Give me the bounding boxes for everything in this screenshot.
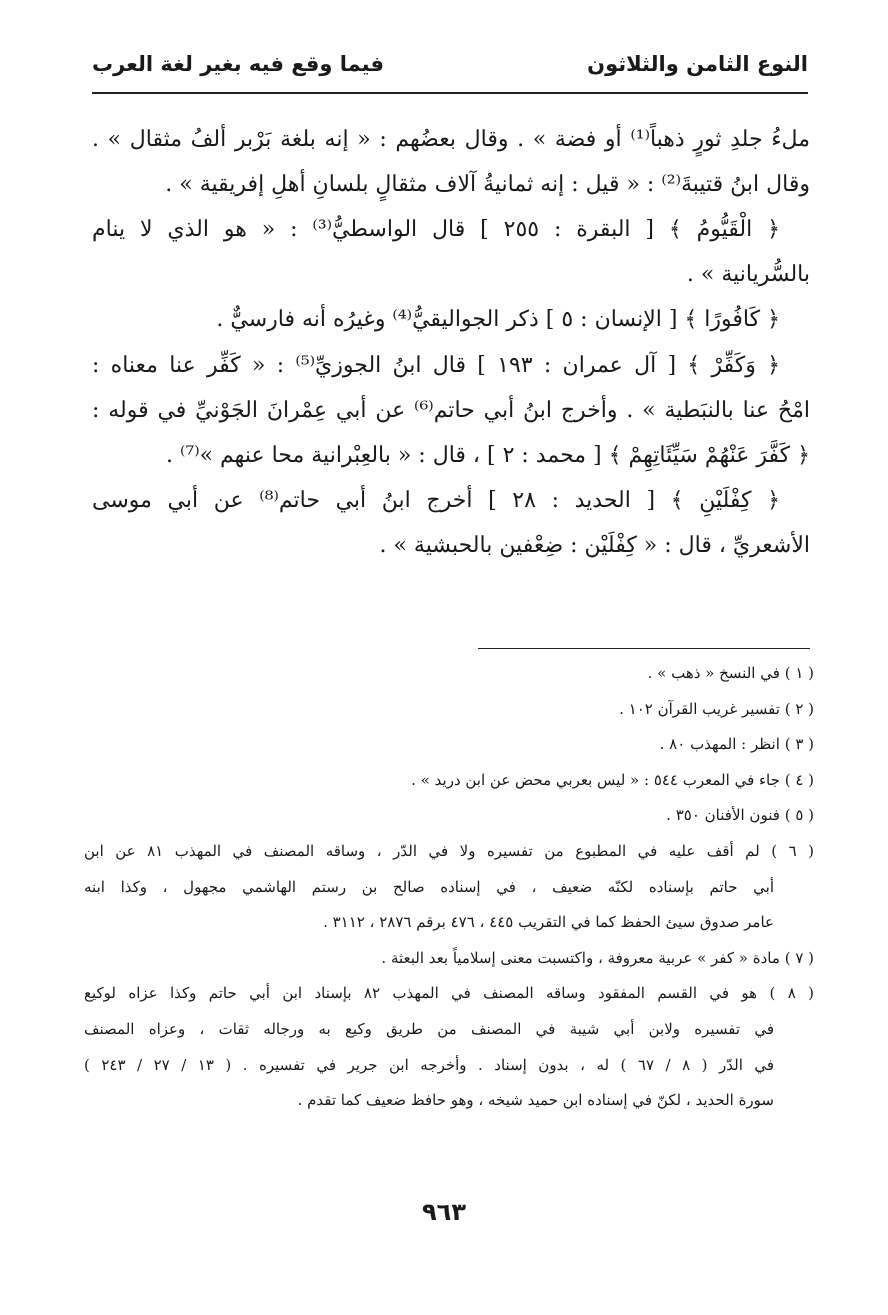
footnote-6 [84,834,814,941]
footnote-3 [84,727,814,763]
footnote-2 [84,692,814,728]
text-line: ملءُ جلدِ ثورٍ ذهباً⁽¹⁾ أو فضة » . وقال بعضُهم : « إنه بلغة بَرْبر ألفُ مثقال » . [92,127,810,152]
text-line: ﴿ كَفَّرَ عَنْهُمْ سَيِّئَاتِهِمْ ﴾ [ محمد : ٢ ] ، قال : « بالعِبْرانية محا عنهم »⁽⁷⁾ . [165,442,810,468]
footnote-text: فنون الأفنان ٣٥٠ . [666,806,780,825]
footnote-7 [84,941,814,977]
running-header [92,42,808,86]
footnote-text: جاء في المعرب ٥٤٤ : « ليس بعربي محض عن ابن دريد » . [411,770,780,789]
footnote-text: سورة الحديد ، لكنّ في إسناده ابن حميد شيخه ، وهو حافظ ضعيف كما تقدم . [297,1091,774,1110]
footnote-number: ( ٤ ) [784,770,814,789]
footnote-4 [84,763,814,799]
footnote-text: في النسخ « ذهب » . [647,664,780,682]
main-text [92,117,810,568]
header-divider [92,92,808,94]
text-line: ﴿ كَافُورًا ﴾ [ الإنسان : ٥ ] ذكر الجواليقيُّ⁽⁴⁾ وغيرُه أنه فارسيٌّ . [216,307,780,333]
footnote-number: ( ٨ ) [769,984,814,1003]
text-line: ﴿ كِفْلَيْنِ ﴾ [ الحديد : ٢٨ ] أخرج ابنُ أبي حاتم⁽⁸⁾ عن أبي موسى [92,487,780,513]
footnote-text: في الدّر ( ٨ / ٦٧ ) له ، بدون إسناد . وأخرجه ابن جرير في تفسيره . ( ١٣ / ٢٧ / ٢٤٣ ) [84,1055,775,1074]
footnote-5 [84,798,814,834]
footnote-text: في تفسيره ولابن أبي شيبة في المصنف من طريق وكيع به ورجاله ثقات ، وعزاه المصنف [84,1019,774,1038]
text-line: ﴿ الْقَيُّومُ ﴾ [ البقرة : ٢٥٥ ] قال الواسطيُّ⁽³⁾ : « هو الذي لا ينام [92,217,781,243]
text-line: امْحُ عنا بالنبَطية » . وأخرج ابنُ أبي حاتم⁽⁶⁾ عن أبي عِمْرانَ الجَوْنيِّ في قوله : [92,397,810,423]
footnote-text: عامر صدوق سيئ الحفظ كما في التقريب ٤٤٥ ، ٤٧٦ برقم ٢٨٧٦ ، ٣١١٢ . [323,913,774,932]
footnote-text: مادة « كفر » عربية معروفة ، واكتسبت معنى إسلامياً بعد البعثة . [381,948,780,967]
footnote-text: تفسير غريب القرآن ١٠٢ . [619,699,780,718]
footnote-number: ( ٧ ) [784,948,814,967]
footnote-number: ( ١ ) [784,664,814,682]
footnote-number: ( ٦ ) [771,841,814,860]
footnote-number: ( ٢ ) [784,699,814,718]
footnote-1 [84,656,814,692]
text-line: ﴿ وَكَفِّرْ ﴾ [ آل عمران : ١٩٣ ] قال ابنُ الجوزيِّ⁽⁵⁾ : « كَفِّر عنا معناه : [92,352,780,378]
chapter-title: النوع الثامن والثلاثون [587,52,808,76]
text-line: بالسُّريانية » . [686,262,810,288]
text-line: الأشعريِّ ، قال : « كِفْلَيْن : ضِعْفين بالحبشية » . [379,532,810,558]
footnote-text: هو في القسم المفقود وساقه المصنف في المهذب ٨٢ بإسناد ابن أبي حاتم وكذا عزاه لوكيع [84,984,758,1003]
section-title: فيما وقع فيه بغير لغة العرب [92,52,385,76]
footnotes [84,656,814,1119]
footnote-text: أبي حاتم بإسناده لكنّه ضعيف ، في إسناده صالح بن رستم الهاشمي مجهول ، وكذا ابنه [84,877,774,896]
footnote-number: ( ٥ ) [784,806,814,825]
text-line: وقال ابنُ قتيبةَ⁽²⁾ : « قيل : إنه ثمانيةُ آلاف مثقالٍ بلسانِ أهلِ إفريقية » . [165,172,810,197]
footnote-number: ( ٣ ) [784,735,814,754]
footnote-8 [84,976,814,1118]
footnote-divider [478,648,810,649]
footnote-text: انظر : المهذب ٨٠ . [659,735,780,754]
footnote-text: لم أقف عليه في المطبوع من تفسيره ولا في الدّر ، وساقه المصنف في المهذب ٨١ عن ابن [84,841,760,860]
page-number: ٩٦٣ [422,1198,466,1226]
